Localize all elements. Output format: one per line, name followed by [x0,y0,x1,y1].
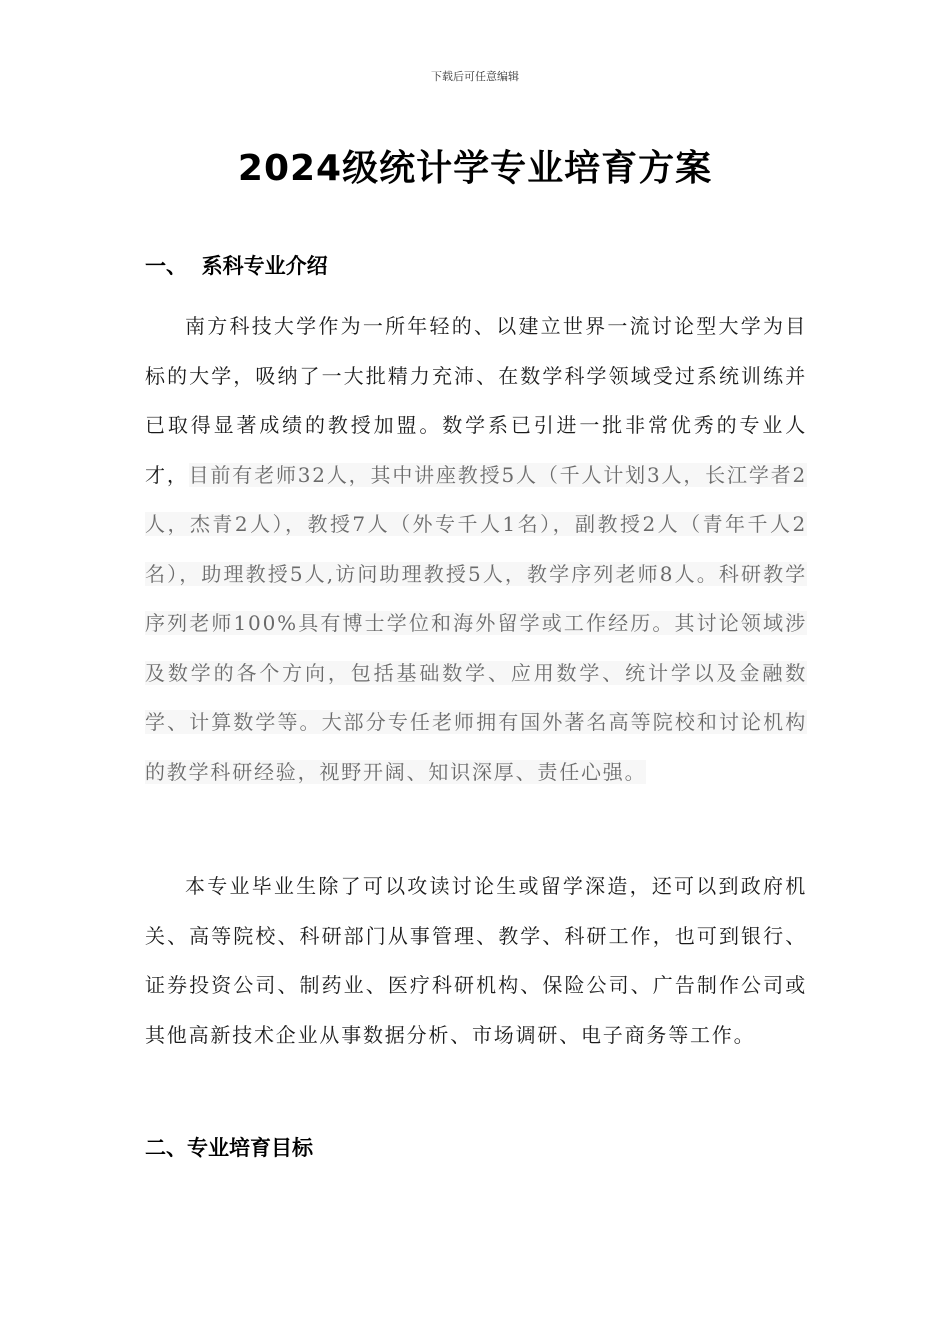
intro-paragraph [145,302,807,797]
career-paragraph: 本专业毕业生除了可以攻读讨论生或留学深造，还可以到政府机关、高等院校、科研部门从事管理、教学、科研工作，也可到银行、证券投资公司、制药业、医疗科研机构、保险公司、广告制作公司或其他高新技术企业从事数据分析、市场调研、电子商务等工作。 [145,874,807,1047]
section-heading-intro: 一、 系科专业介绍 [145,254,328,278]
header-note: 下载后可任意编辑 [431,70,519,83]
section-heading-goals: 二、专业培育目标 [145,1136,313,1160]
intro-paragraph-text: 南方科技大学作为一所年轻的、以建立世界一流讨论型大学为目标的大学，吸纳了一大批精力充沛、在数学科学领域受过系统训练并已取得显著成绩的教授加盟。数学系已引进一批非常优秀的专业人才， [145,314,807,487]
faculty-stats-text: 目前有老师32人，其中讲座教授5人（千人计划3人，长江学者2人，杰青2人），教授7人（外专千人1名），副教授2人（青年千人2名），助理教授5人,访问助理教授5人，教学序列老师8人。科研教学序列老师100%具有博士学位和海外留学或工作经历。其讨论领域涉及数学的各个方向，包括基础数学、应用数学、统计学以及金融数学、计算数学等。大部分专任老师拥有国外著名高等院校和讨论机构的教学科研经验，视野开阔、知识深厚、责任心强。 [145,462,807,784]
document-title: 2024级统计学专业培育方案 [237,148,713,189]
